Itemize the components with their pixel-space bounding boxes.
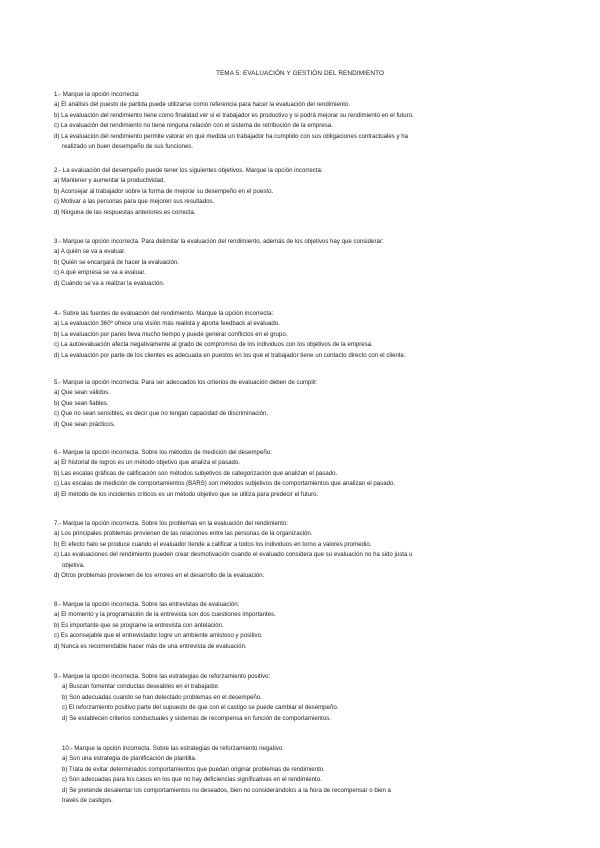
answer-option-c: c) Son adecuadas para los casos en los que no hay deficiencias significativas en el rendimiento.: [62, 776, 322, 784]
answer-option-d: d) Se pretende desalentar los comportamientos no deseados, bien no considerándolos a la hora de recompensar o bien a: [62, 786, 391, 794]
answer-option-c: c) Las escalas de medición de comportamientos (BARS) son métodos subjetivos de comportamientos que analizan el pasado.: [54, 480, 396, 488]
answer-option-d: d) La evaluación por parte de los clientes es adecuada en puestos en los que el trabajador tiene un contacto directo con el cliente.: [54, 351, 406, 359]
document-title: TEMA 5: EVALUACIÓN Y GESTIÓN DEL RENDIMIENTO: [215, 70, 385, 77]
answer-option-a: a) Mantener y aumentar la productividad.: [54, 177, 166, 185]
answer-option-d: d) Nunca es recomendable hacer más de una entrevista de evaluación.: [54, 642, 247, 650]
question-prompt: 2.- La evaluación del desempeño puede tener los siguientes objetivos. Marque la opción incorrecta:: [54, 167, 323, 174]
answer-option-b: b) Aconsejar al trabajador sobre la forma de mejorar su desempeño en el puesto.: [54, 187, 274, 195]
question-4: [54, 309, 554, 361]
answer-option-b: b) Quién se encargará de hacer la evaluación.: [54, 258, 179, 266]
answer-option-c: c) El reforzamiento positivo parte del supuesto de que con el castigo se puede cambiar el desempeño.: [62, 704, 339, 712]
question-prompt: 7.- Marque la opción incorrecta. Sobre los problemas en la evaluación del rendimiento:: [54, 520, 289, 527]
answer-option-b: b) Que sean fiables.: [54, 399, 109, 407]
question-10: [54, 744, 554, 806]
answer-option-c: c) Que no sean sensibles, es decir que no tengan capacidad de discriminación.: [54, 410, 269, 418]
answer-option-c: c) Es aconsejable que el entrevistador logre un ambiente amistoso y positivo.: [54, 632, 263, 640]
question-9: [54, 672, 554, 724]
answer-option-a: a) La evaluación 360º ofrece una visión más realista y aporta feedback al evaluado.: [54, 320, 280, 328]
answer-option-b: b) Trata de evitar determinados comportamientos que puedan originar problemas de rendimiento.: [62, 765, 325, 773]
answer-option-d: d) La evaluación del rendimiento permite valorar en qué medida un trabajador ha cumplido con sus obligaciones contractuales y ha: [54, 132, 408, 140]
answer-option-a: a) Buscan fomentar conductas deseables en el trabajador.: [62, 683, 220, 691]
question-prompt: 5.- Marque la opción incorrecta. Para ser adecuados los criterios de evaluación deben de cumplir:: [54, 379, 318, 386]
question-8: [54, 600, 554, 652]
answer-option-d: d) Ninguna de las respuestas anteriores es correcta.: [54, 208, 196, 216]
question-prompt: 3.- Marque la opción incorrecta. Para delimitar la evaluación del rendimiento, además de los objetivos hay que considerar:: [54, 238, 384, 245]
answer-option-c: c) A qué empresa se va a evaluar.: [54, 269, 146, 277]
answer-option-d: d) El método de los incidentes críticos es un método objetivo que se utiliza para predecir el futuro.: [54, 490, 319, 498]
answer-option-c: c) Las evaluaciones del rendimiento pueden crear desmotivación cuando el evaluado considera que su evaluación no ha sido justa u: [54, 551, 413, 559]
answer-option-a: a) El análisis del puesto de partida puede utilizarse como referencia para hacer la evaluación del rendimiento.: [54, 101, 351, 109]
answer-option-b: b) La evaluación por pares lleva mucho tiempo y puede generar conflictos en el grupo.: [54, 330, 288, 338]
question-2: [54, 166, 554, 218]
answer-option-c: c) La evaluación del rendimiento no tiene ninguna relación con el sistema de retribución de la empresa.: [54, 122, 333, 130]
answer-option-b: b) Son adecuadas cuando se han detectado problemas en el desempeño.: [62, 693, 262, 701]
answer-option-d: d) Que sean prácticos.: [54, 420, 116, 428]
answer-option-a: a) El historial de logros es un método objetivo que analiza el pasado.: [54, 459, 240, 467]
question-7: [54, 519, 554, 581]
answer-option-a: a) Son una estrategia de planificación de plantilla.: [62, 755, 197, 763]
question-5: [54, 378, 554, 430]
question-prompt: 4.- Sobre las fuentes de evaluación del rendimiento. Marque la opción incorrecta:: [54, 310, 274, 317]
answer-option-a: a) Que sean válidos.: [54, 389, 110, 397]
answer-option-a: a) A quién se va a evaluar.: [54, 248, 126, 256]
answer-option-d: d) Cuándo se va a realizar la evaluación.: [54, 279, 165, 287]
answer-option-d: d) Otros problemas provienen de los errores en el desarrollo de la evaluación.: [54, 572, 265, 580]
question-prompt: 6.- Marque la opción incorrecta. Sobre los métodos de medición del desempeño:: [54, 449, 272, 456]
answer-option-c-continued: objetiva.: [62, 561, 85, 569]
answer-option-d-continued: realizado un buen desempeño de sus funciones.: [62, 143, 194, 151]
answer-option-b: b) Es importante que se programe la entrevista con antelación.: [54, 621, 224, 629]
answer-option-a: a) El momento y la programación de la entrevista son dos cuestiones importantes.: [54, 611, 276, 619]
answer-option-b: b) La evaluación del rendimiento tiene como finalidad ver si el trabajador es productivo y si podrá mejorar su rendimiento en el futuro.: [54, 111, 414, 119]
answer-option-c: c) La autoevaluación afecta negativamente al grado de compromiso de los individuos con los objetivos de la empresa.: [54, 341, 373, 349]
answer-option-d-continued: través de castigos.: [62, 797, 113, 805]
question-6: [54, 448, 554, 500]
answer-option-b: b) Las escalas gráficas de calificación son métodos subjetivos de categorización que analizan el pasado.: [54, 469, 338, 477]
answer-option-a: a) Los principales problemas provienen de las relaciones entre las personas de la organización.: [54, 530, 313, 538]
answer-option-d: d) Se establecen criterios conductuales y sistemas de recompensa en función de comportamientos.: [62, 714, 331, 722]
question-3: [54, 237, 554, 289]
question-prompt: 10.- Marque la opción incorrecta. Sobre las estrategias de reforzamiento negativo:: [62, 745, 284, 752]
question-prompt: 1.- Marque la opción incorrecta:: [54, 91, 140, 98]
question-1: [54, 90, 554, 152]
question-prompt: 8.- Marque la opción incorrecta. Sobre las entrevistas de evaluación:: [54, 601, 240, 608]
answer-option-b: b) El efecto halo se produce cuando el evaluador tiende a calificar a todos los individuos en torno a valores promedio.: [54, 540, 372, 548]
answer-option-c: c) Motivar a las personas para que mejoren sus resultados.: [54, 198, 215, 206]
question-prompt: 9.- Marque la opción incorrecta. Sobre las estrategias de reforzamiento positivo:: [54, 673, 271, 680]
